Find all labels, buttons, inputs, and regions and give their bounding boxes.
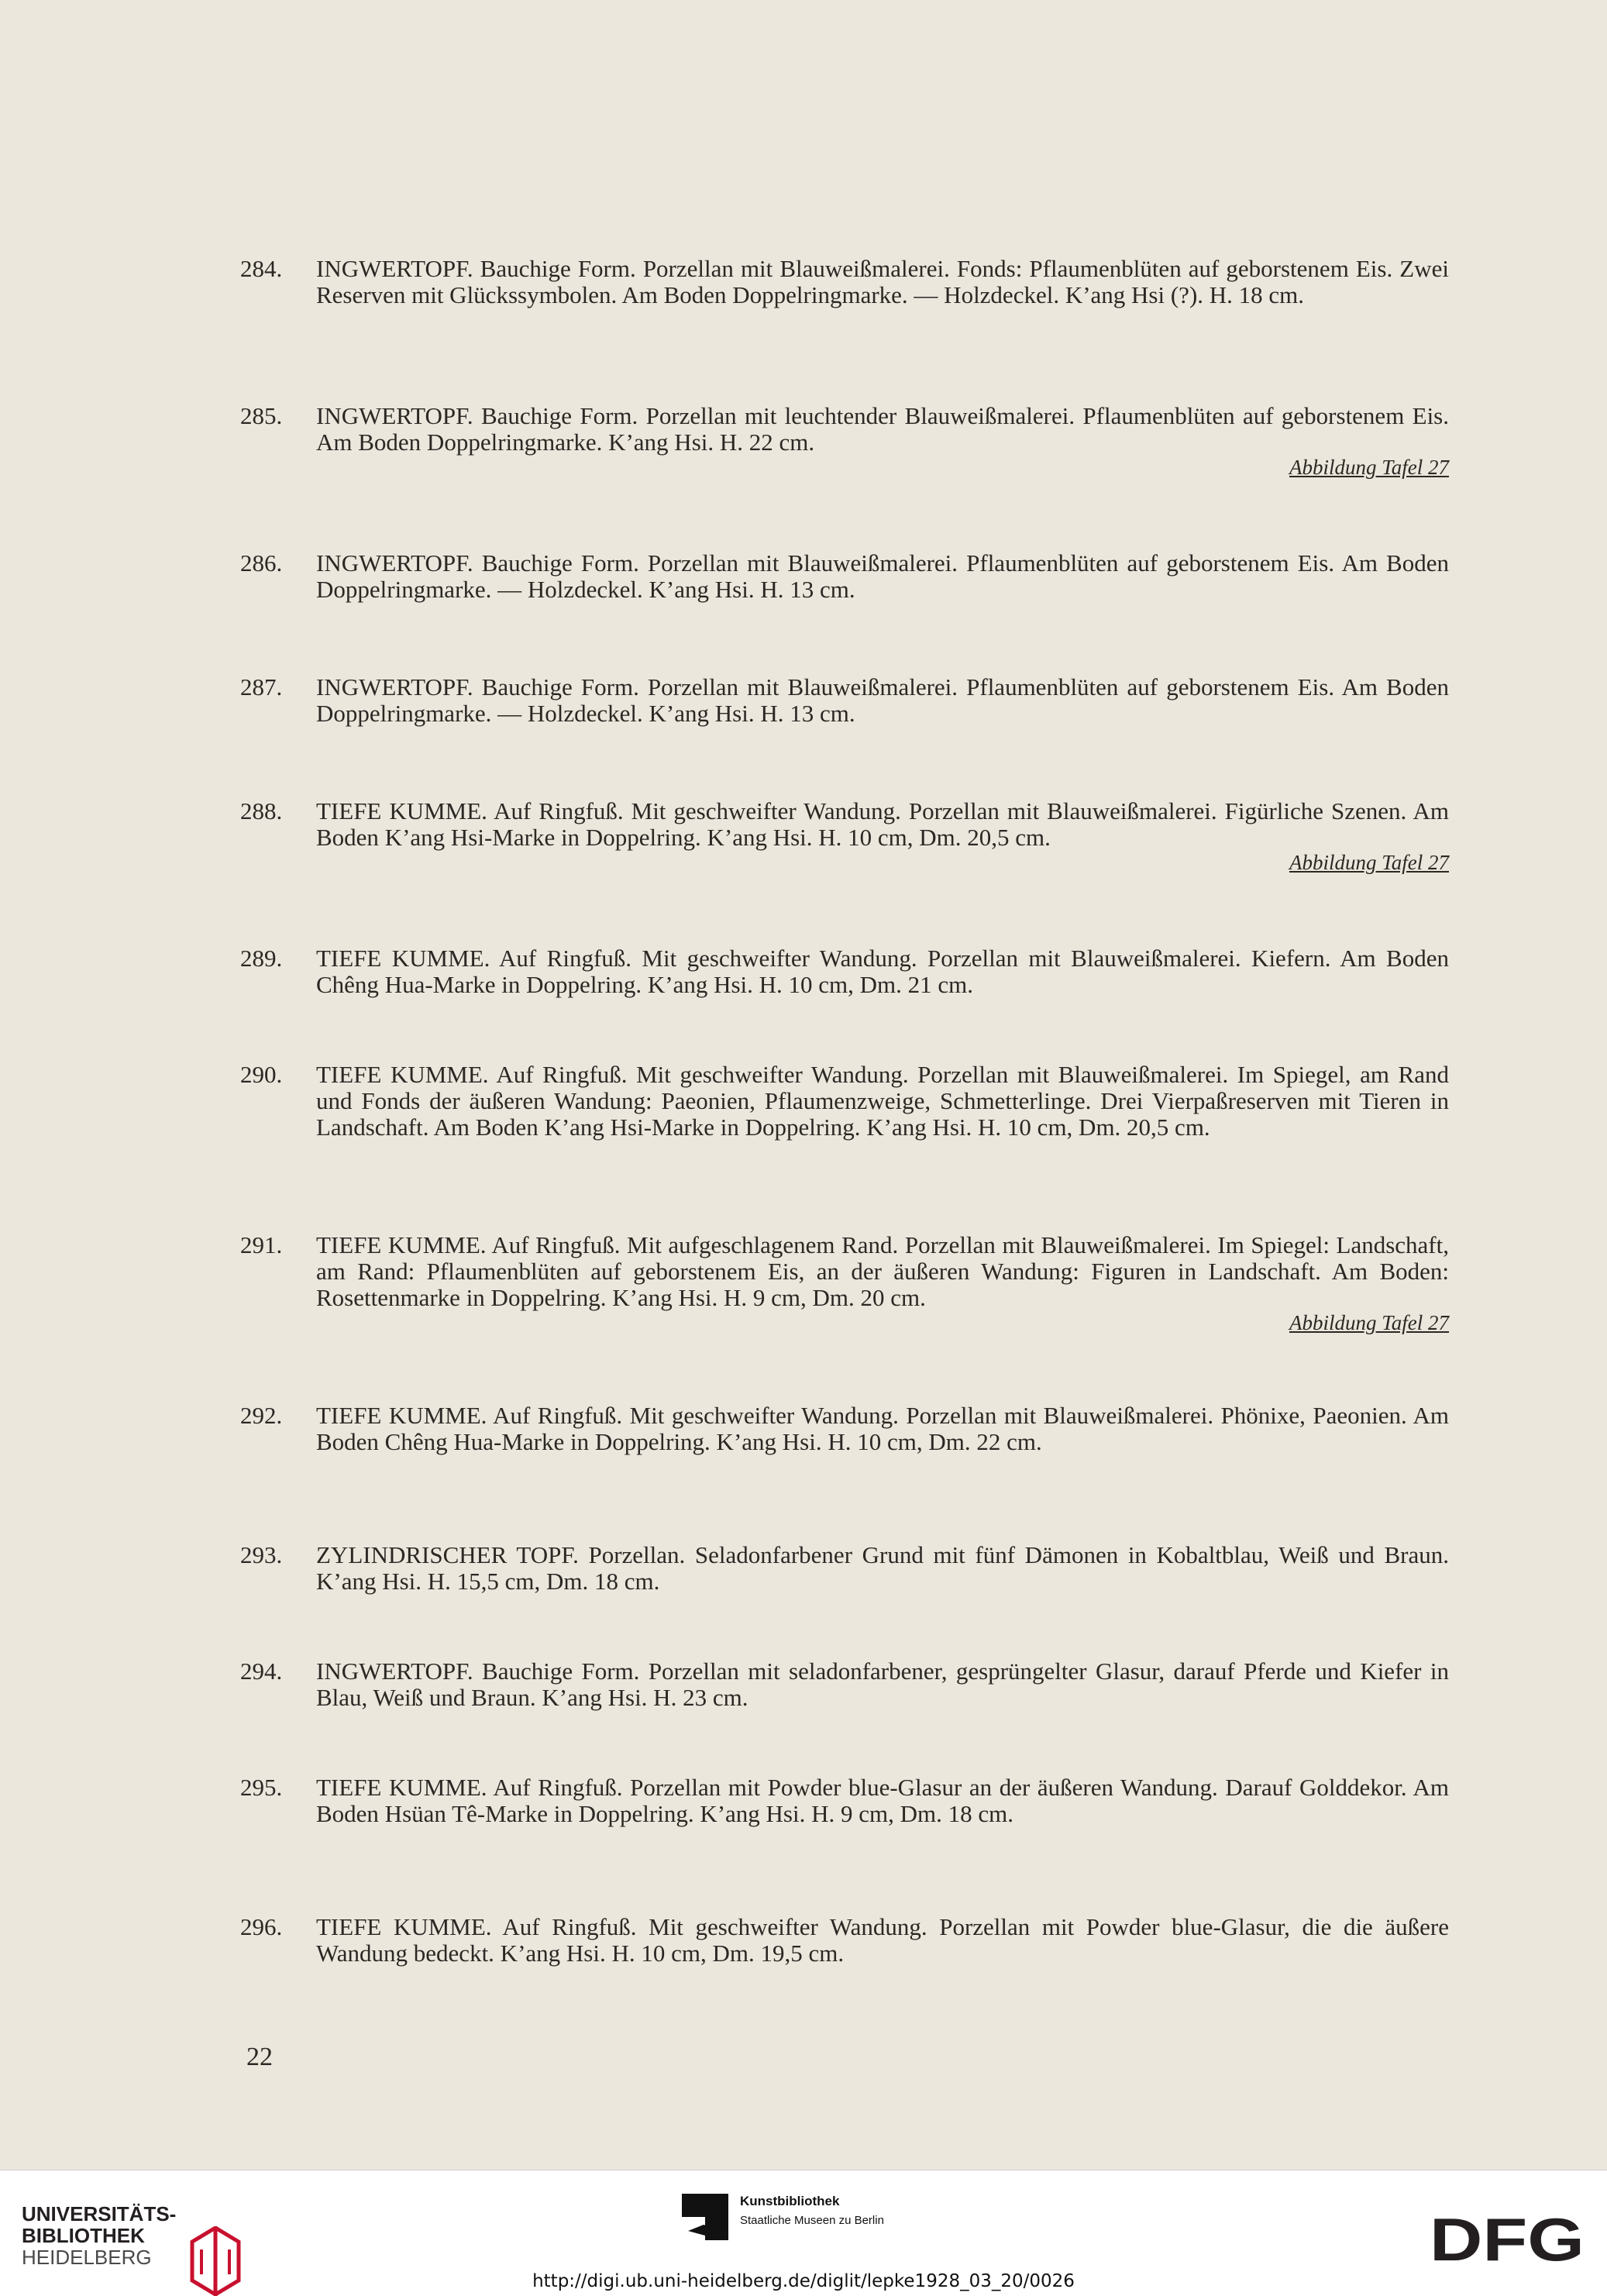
ub-heidelberg-logo[interactable] xyxy=(22,2203,176,2268)
entry-text: INGWERTOPF. Bauchige Form. Porzellan mit seladonfarbener, gesprüngelter Glasur, darauf Pferde und Kiefer in Blau, Weiß und Braun. K’ang Hsi. H. 23 cm. xyxy=(316,1657,1449,1711)
entry-text: TIEFE KUMME. Auf Ringfuß. Mit geschweifter Wandung. Porzellan mit Blauweißmalerei. Kiefern. Am Boden Chêng Hua-Marke in Doppelring. K’ang Hsi. H. 10 cm, Dm. 21 cm. xyxy=(316,945,1449,998)
catalog-entry-290 xyxy=(240,1062,1449,1141)
entry-text: TIEFE KUMME. Auf Ringfuß. Mit geschweifter Wandung. Porzellan mit Blauweißmalerei. Im Spiegel, am Rand und Fonds der äußeren Wandung: Paeonien, Pflaumenzweige, Schmetterlinge. Drei Vierpaßreserven mit Tieren in Landschaft. Am Boden K’ang Hsi-Marke in Doppelring. K’ang Hsi. H. 10 cm, Dm. 20,5 cm. xyxy=(316,1061,1449,1141)
entry-text: TIEFE KUMME. Auf Ringfuß. Porzellan mit Powder blue-Glasur an der äußeren Wandung. Darauf Golddekor. Am Boden Hsüan Tê-Marke in Doppelring. K’ang Hsi. H. 9 cm, Dm. 18 cm. xyxy=(316,1774,1449,1827)
catalog-entry-294 xyxy=(240,1658,1449,1711)
ub-logo-line2: BIBLIOTHEK xyxy=(22,2224,145,2247)
catalog-entry-287 xyxy=(240,674,1449,727)
entry-number: 289. xyxy=(240,945,283,972)
plate-reference: Abbildung Tafel 27 xyxy=(1289,1311,1449,1334)
entry-number: 296. xyxy=(240,1913,283,1940)
dfg-logo[interactable] xyxy=(1430,2212,1585,2267)
plate-reference: Abbildung Tafel 27 xyxy=(1289,456,1449,479)
ub-logo-line3: HEIDELBERG xyxy=(22,2246,152,2269)
catalog-entry-292 xyxy=(240,1403,1449,1455)
entry-text: INGWERTOPF. Bauchige Form. Porzellan mit Blauweißmalerei. Fonds: Pflaumenblüten auf geborstenem Eis. Zwei Reserven mit Glückssymbolen. Am Boden Doppelringmarke. — Holzdeckel. K’ang Hsi (?). H. 18 cm. xyxy=(316,255,1449,308)
page-number: 22 xyxy=(246,2043,273,2071)
plate-reference: Abbildung Tafel 27 xyxy=(1289,851,1449,874)
catalog-entry-286 xyxy=(240,550,1449,603)
entry-text: INGWERTOPF. Bauchige Form. Porzellan mit Blauweißmalerei. Pflaumenblüten auf geborstenem Eis. Am Boden Doppelringmarke. — Holzdeckel. K’ang Hsi. H. 13 cm. xyxy=(316,549,1449,603)
entry-number: 288. xyxy=(240,797,283,824)
catalog-entry-291 xyxy=(240,1232,1449,1334)
entry-number: 294. xyxy=(240,1657,283,1685)
ub-logo-line1: UNIVERSITÄTS- xyxy=(22,2202,177,2225)
entry-number: 284. xyxy=(240,255,283,282)
catalog-entry-285 xyxy=(240,403,1449,479)
permalink-url[interactable]: http://digi.ub.uni-heidelberg.de/diglit/lepke1928_03_20/0026 xyxy=(532,2271,1075,2291)
digitization-footer xyxy=(0,2170,1607,2294)
kunstbibliothek-title: Kunstbibliothek xyxy=(740,2194,840,2208)
catalog-entry-284 xyxy=(240,256,1449,308)
entry-number: 286. xyxy=(240,549,283,577)
entry-text: INGWERTOPF. Bauchige Form. Porzellan mit Blauweißmalerei. Pflaumenblüten auf geborstenem Eis. Am Boden Doppelringmarke. — Holzdeckel. K’ang Hsi. H. 13 cm. xyxy=(316,673,1449,727)
kunstbibliothek-subtitle: Staatliche Museen zu Berlin xyxy=(740,2214,884,2227)
entry-text: TIEFE KUMME. Auf Ringfuß. Mit geschweifter Wandung. Porzellan mit Blauweißmalerei. Figürliche Szenen. Am Boden K’ang Hsi-Marke in Doppelring. K’ang Hsi. H. 10 cm, Dm. 20,5 cm. xyxy=(316,797,1449,851)
entry-number: 292. xyxy=(240,1402,283,1429)
entry-text: ZYLINDRISCHER TOPF. Porzellan. Seladonfarbener Grund mit fünf Dämonen in Kobaltblau, Weiß und Braun. K’ang Hsi. H. 15,5 cm, Dm. 18 cm. xyxy=(316,1541,1449,1595)
entry-text: INGWERTOPF. Bauchige Form. Porzellan mit leuchtender Blauweißmalerei. Pflaumenblüten auf geborstenem Eis. Am Boden Doppelringmarke. K’ang Hsi. H. 22 cm. xyxy=(316,402,1449,456)
catalog-entry-296 xyxy=(240,1914,1449,1967)
entry-number: 285. xyxy=(240,402,283,429)
kunstbibliothek-mark-icon xyxy=(682,2194,728,2240)
entry-text: TIEFE KUMME. Auf Ringfuß. Mit geschweifter Wandung. Porzellan mit Powder blue-Glasur, die die äußere Wandung bedeckt. K’ang Hsi. H. 10 cm, Dm. 19,5 cm. xyxy=(316,1913,1449,1967)
catalog-entry-295 xyxy=(240,1774,1449,1827)
entry-text: TIEFE KUMME. Auf Ringfuß. Mit geschweifter Wandung. Porzellan mit Blauweißmalerei. Phönixe, Paeonien. Am Boden Chêng Hua-Marke in Doppelring. K’ang Hsi. H. 10 cm, Dm. 22 cm. xyxy=(316,1402,1449,1455)
dfg-logo-text: DFG xyxy=(1430,2212,1585,2267)
entry-number: 295. xyxy=(240,1774,283,1801)
entry-number: 290. xyxy=(240,1061,283,1088)
entry-number: 287. xyxy=(240,673,283,701)
entry-number: 293. xyxy=(240,1541,283,1568)
entry-text: TIEFE KUMME. Auf Ringfuß. Mit aufgeschlagenem Rand. Porzellan mit Blauweißmalerei. Im Spiegel: Landschaft, am Rand: Pflaumenblüten auf geborstenem Eis, an der äußeren Wandung: Figuren in Landschaft. Am Boden: Rosettenmarke in Doppelring. K’ang Hsi. H. 9 cm, Dm. 20 cm. xyxy=(316,1231,1449,1311)
catalog-entry-293 xyxy=(240,1542,1449,1595)
entry-number: 291. xyxy=(240,1231,283,1258)
catalog-entry-288 xyxy=(240,798,1449,874)
catalog-entry-289 xyxy=(240,945,1449,998)
